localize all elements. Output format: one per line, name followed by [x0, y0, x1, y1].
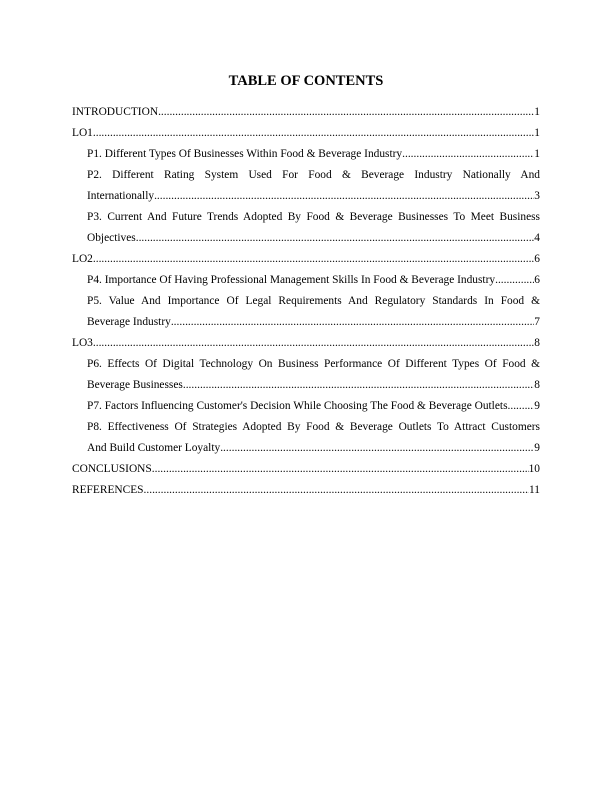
toc-entry-text: P1. Different Types Of Businesses Within Food & Beverage Industry [87, 148, 403, 160]
dot-leader [220, 438, 534, 459]
toc-entry-text: LO2 [72, 253, 93, 265]
toc-entry-page: 8 [534, 379, 540, 391]
toc-entry-text: P4. Importance Of Having Professional Management Skills In Food & Beverage Industry [87, 274, 496, 286]
dot-leader [171, 312, 534, 333]
toc-entry-text-line2: Beverage Businesses [87, 379, 183, 391]
dot-leader [136, 228, 535, 249]
toc-entry-page: 10 [528, 463, 540, 475]
toc-entry-page: 11 [529, 484, 540, 496]
toc-entry-text: INTRODUCTION [72, 106, 159, 118]
toc-entry-references[interactable] [72, 480, 540, 501]
toc-entry-text-line1: P5. Value And Importance Of Legal Requirements And Regulatory Standards In Food & [87, 295, 540, 307]
toc-entry-p2[interactable] [72, 165, 540, 207]
toc-entry-text-line2: Beverage Industry [87, 316, 171, 328]
toc-entry-p6[interactable] [72, 354, 540, 396]
dot-leader [158, 102, 534, 123]
toc-entry-p1[interactable] [72, 144, 540, 165]
toc-entry-text-line1: P2. Different Rating System Used For Food & Beverage Industry Nationally And [87, 169, 540, 181]
dot-leader [152, 459, 529, 480]
toc-entry-text-line1: P8. Effectiveness Of Strategies Adopted By Food & Beverage Outlets To Attract Customers [87, 421, 540, 433]
dot-leader [144, 480, 530, 501]
toc-title: TABLE OF CONTENTS [228, 73, 384, 89]
toc-entry-text-line1: P6. Effects Of Digital Technology On Business Performance Of Different Types Of Food & [87, 358, 540, 370]
toc-entry-p4[interactable] [72, 270, 540, 291]
toc-entry-text-line1: P3. Current And Future Trends Adopted By Food & Beverage Businesses To Meet Business [87, 211, 540, 223]
toc-list [72, 102, 540, 501]
dot-leader [183, 375, 534, 396]
document-page [72, 72, 540, 501]
toc-entry-introduction[interactable] [72, 102, 540, 123]
dot-leader [93, 249, 534, 270]
toc-entry-page: 1 [534, 106, 540, 118]
toc-entry-text-line2: And Build Customer Loyalty [87, 442, 221, 454]
toc-entry-page: 6 [534, 253, 540, 265]
toc-entry-text-line2: Internationally [87, 190, 155, 202]
toc-entry-lo2[interactable] [72, 249, 540, 270]
toc-entry-page: 7 [534, 316, 540, 328]
toc-entry-page: 9 [534, 400, 540, 412]
toc-entry-page: 4 [534, 232, 540, 244]
toc-entry-page: 9 [534, 442, 540, 454]
toc-entry-text: LO3 [72, 337, 93, 349]
dot-leader [93, 333, 534, 354]
toc-entry-page: 8 [534, 337, 540, 349]
toc-entry-lo3[interactable] [72, 333, 540, 354]
toc-entry-page: 1 [534, 148, 540, 160]
dot-leader [154, 186, 534, 207]
toc-entry-p8[interactable] [72, 417, 540, 459]
toc-entry-lo1[interactable] [72, 123, 540, 144]
dot-leader [508, 396, 535, 417]
toc-entry-page: 3 [534, 190, 540, 202]
toc-entry-text: CONCLUSIONS [72, 463, 152, 475]
dot-leader [495, 270, 534, 291]
toc-entry-text: REFERENCES [72, 484, 144, 496]
toc-entry-conclusions[interactable] [72, 459, 540, 480]
dot-leader [93, 123, 534, 144]
toc-entry-p7[interactable] [72, 396, 540, 417]
dot-leader [402, 144, 534, 165]
toc-entry-page: 6 [534, 274, 540, 286]
toc-entry-p3[interactable] [72, 207, 540, 249]
toc-entry-text: P7. Factors Influencing Customer's Decision While Choosing The Food & Beverage Outlets [87, 400, 508, 412]
toc-entry-text-line2: Objectives [87, 232, 136, 244]
toc-entry-page: 1 [534, 127, 540, 139]
toc-entry-text: LO1 [72, 127, 93, 139]
toc-entry-p5[interactable] [72, 291, 540, 333]
